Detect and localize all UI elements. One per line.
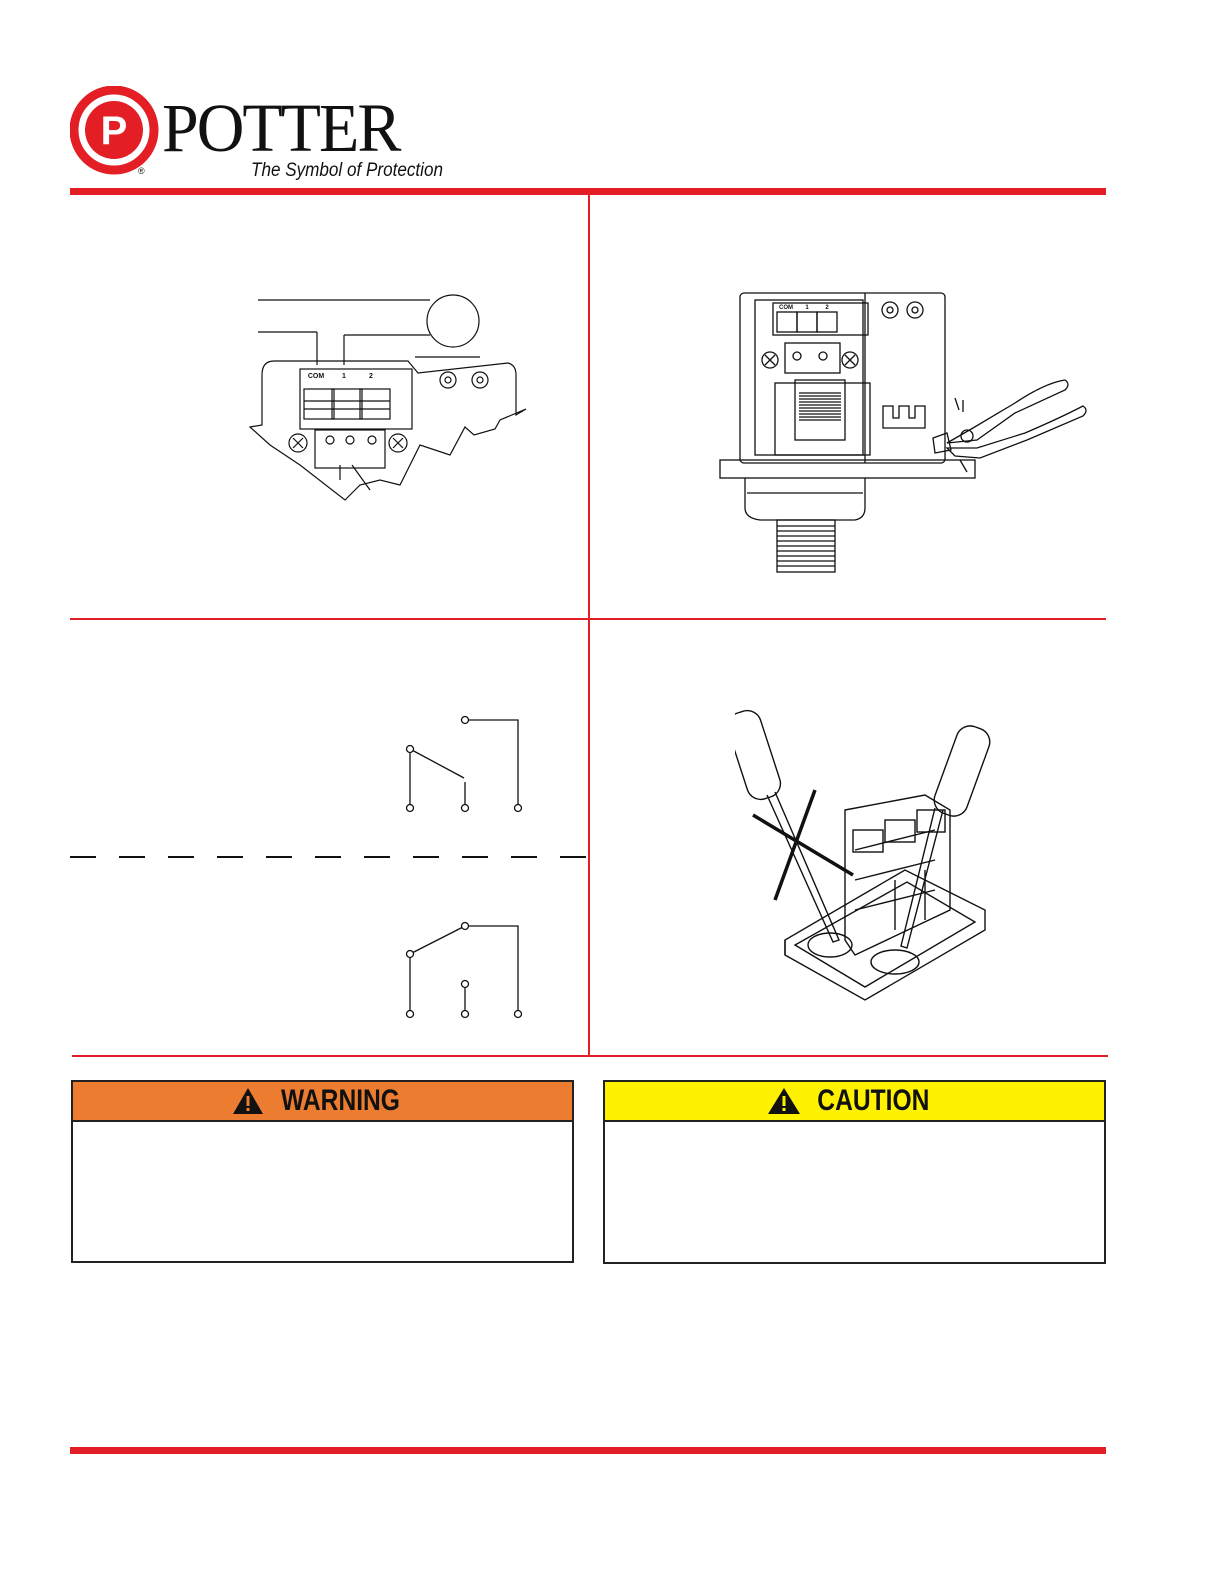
pliers-knockout-figure [715, 288, 1095, 578]
header-rule [70, 188, 1106, 195]
potter-p-icon [70, 86, 160, 176]
warning-triangle-icon [232, 1086, 264, 1116]
warning-triangle-icon [767, 1086, 801, 1116]
lower-rule [72, 1055, 1108, 1057]
terminal-label-1-2: 1 [805, 305, 809, 311]
registered-mark: ® [138, 166, 145, 176]
caution-label: CAUTION [817, 1084, 930, 1117]
warning-label: WARNING [281, 1084, 400, 1117]
warning-box [71, 1080, 574, 1263]
terminal-label-2-2: 2 [825, 305, 829, 311]
potter-logo [70, 86, 470, 186]
middle-rule [70, 618, 1106, 620]
brand-name: POTTER [162, 90, 400, 167]
switch-schematic-actuated [400, 918, 530, 1023]
warning-header [73, 1082, 572, 1122]
terminal-wiring-figure [240, 285, 540, 505]
footer-rule [70, 1447, 1106, 1454]
screwdriver-knockout-figure [735, 700, 1005, 1010]
terminal-label-1: 1 [342, 373, 346, 380]
switch-schematic-normal [400, 712, 530, 817]
vertical-divider [588, 195, 590, 1057]
dashed-separator [70, 852, 590, 862]
caution-box [603, 1080, 1106, 1264]
terminal-label-com: COM [307, 373, 325, 380]
terminal-label-com-2: COM [779, 305, 793, 311]
brand-tagline: The Symbol of Protection [251, 160, 443, 181]
svg-text:P: P [100, 109, 128, 153]
caution-header [605, 1082, 1104, 1122]
terminal-label-2: 2 [369, 373, 373, 380]
